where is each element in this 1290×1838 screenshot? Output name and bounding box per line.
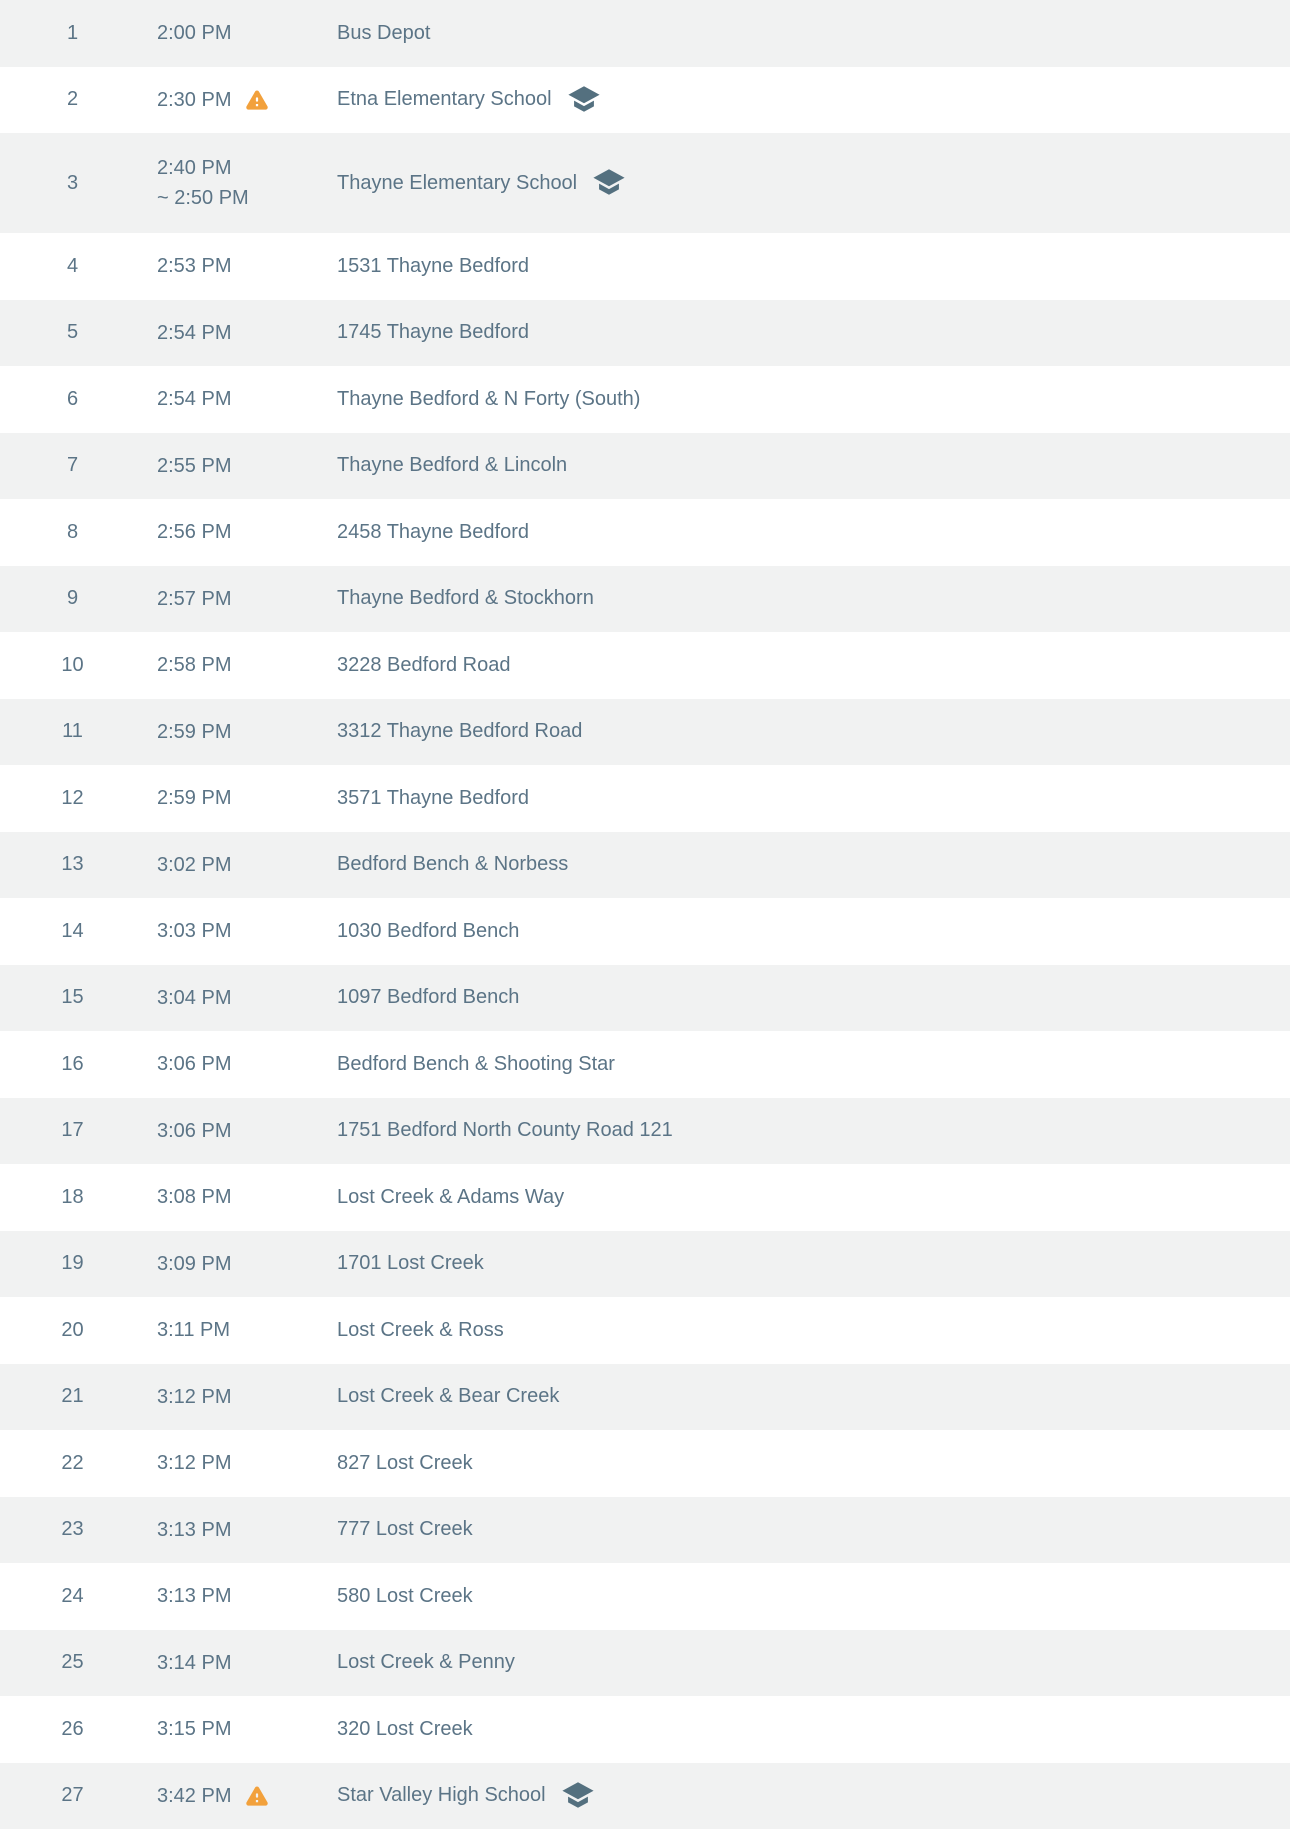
stop-location	[325, 1252, 1290, 1275]
stop-time	[145, 517, 325, 547]
stop-time	[145, 1249, 325, 1279]
stop-location	[325, 1186, 1290, 1209]
stop-time	[145, 650, 325, 680]
stop-row[interactable]	[0, 0, 1290, 67]
stop-location-text: 1097 Bedford Bench	[337, 986, 520, 1009]
stop-time	[145, 1515, 325, 1545]
stop-location	[325, 1585, 1290, 1608]
stop-time-text: 3:04 PM	[157, 986, 232, 1009]
stop-location	[325, 986, 1290, 1009]
stop-time-text: 3:06 PM	[157, 1053, 232, 1076]
warning-icon	[242, 1782, 272, 1809]
stop-number: 8	[66, 520, 79, 543]
school-icon	[590, 165, 628, 199]
stop-location	[325, 1780, 1290, 1812]
stop-location	[325, 1518, 1290, 1541]
stop-location	[325, 1452, 1290, 1475]
stop-location	[325, 1651, 1290, 1674]
stop-location-text: 827 Lost Creek	[337, 1451, 473, 1474]
stop-location	[325, 22, 1290, 45]
stop-time	[145, 584, 325, 614]
warning-icon	[242, 86, 272, 113]
stop-location-text: Thayne Bedford & Stockhorn	[337, 587, 594, 610]
stop-row[interactable]	[0, 1297, 1290, 1364]
stop-location-text: 580 Lost Creek	[337, 1584, 473, 1607]
stop-number: 16	[61, 1052, 84, 1075]
stop-location	[325, 84, 1290, 116]
stop-number: 26	[61, 1717, 84, 1740]
stop-location-text: 777 Lost Creek	[337, 1518, 473, 1541]
stop-number: 22	[61, 1451, 84, 1474]
stop-location	[325, 920, 1290, 943]
stop-time-text: 2:57 PM	[157, 587, 232, 610]
stop-number: 18	[61, 1185, 84, 1208]
stop-row[interactable]	[0, 67, 1290, 134]
stop-time	[145, 318, 325, 348]
stop-number: 6	[66, 387, 79, 410]
stop-time	[145, 1049, 325, 1079]
stop-location-text: Bedford Bench & Norbess	[337, 853, 569, 876]
stop-time-text: 3:02 PM	[157, 853, 232, 876]
stop-row[interactable]	[0, 233, 1290, 300]
stop-time	[145, 1382, 325, 1412]
stop-location	[325, 587, 1290, 610]
stop-time-text: 2:54 PM	[157, 321, 232, 344]
stop-time	[145, 1116, 325, 1146]
stop-location-text: 3228 Bedford Road	[337, 653, 511, 676]
stop-time-text: 2:59 PM	[157, 787, 232, 810]
stop-location-text: 320 Lost Creek	[337, 1717, 473, 1740]
stop-row[interactable]	[0, 1430, 1290, 1497]
stop-location-text: 1701 Lost Creek	[337, 1252, 484, 1275]
stop-number: 3	[66, 171, 79, 194]
stop-row[interactable]	[0, 566, 1290, 633]
stop-location	[325, 1385, 1290, 1408]
stop-number: 11	[62, 720, 83, 743]
stop-location-text: Bus Depot	[337, 21, 431, 44]
stop-row[interactable]	[0, 1364, 1290, 1431]
stop-time	[145, 717, 325, 747]
stop-time-text: 3:09 PM	[157, 1252, 232, 1275]
stop-number: 9	[66, 587, 79, 610]
stop-time	[145, 1448, 325, 1478]
stop-location	[325, 454, 1290, 477]
stop-time-text: 2:54 PM	[157, 388, 232, 411]
stop-time	[145, 983, 325, 1013]
stop-time-text: 2:58 PM	[157, 654, 232, 677]
stop-location-text: 3312 Thayne Bedford Road	[337, 720, 583, 743]
stop-time-text: 3:12 PM	[157, 1452, 232, 1475]
stop-time	[145, 850, 325, 880]
stop-time-text: 3:42 PM	[157, 1784, 232, 1807]
stop-location-text: Lost Creek & Penny	[337, 1651, 515, 1674]
stop-row[interactable]	[0, 1098, 1290, 1165]
stop-number: 7	[66, 454, 79, 477]
stop-location	[325, 787, 1290, 810]
stop-number: 12	[61, 786, 84, 809]
stop-number: 20	[61, 1318, 84, 1341]
stop-time-text: 3:13 PM	[157, 1585, 232, 1608]
stop-row[interactable]	[0, 898, 1290, 965]
stop-row[interactable]	[0, 433, 1290, 500]
stop-time	[145, 1781, 325, 1811]
stop-number: 15	[61, 986, 84, 1009]
stop-location-text: Etna Elementary School	[337, 88, 552, 111]
stop-row[interactable]	[0, 1563, 1290, 1630]
stop-location-text: Thayne Bedford & N Forty (South)	[337, 387, 641, 410]
stop-location-text: 1531 Thayne Bedford	[337, 254, 530, 277]
stop-number: 25	[61, 1651, 84, 1674]
stop-row[interactable]	[0, 965, 1290, 1032]
stop-row[interactable]	[0, 1696, 1290, 1763]
stop-location	[325, 255, 1290, 278]
stop-time-text: 2:55 PM	[157, 454, 232, 477]
stop-location	[325, 1718, 1290, 1741]
stop-number: 19	[61, 1252, 84, 1275]
stop-location	[325, 1319, 1290, 1342]
stop-time-text: 2:40 PM	[157, 157, 232, 179]
stop-number: 2	[66, 88, 79, 111]
stop-row[interactable]	[0, 300, 1290, 367]
stop-location-text: Lost Creek & Bear Creek	[337, 1385, 560, 1408]
stop-location-text: 1751 Bedford North County Road 121	[337, 1119, 673, 1142]
stop-time	[145, 916, 325, 946]
stop-location-text: Lost Creek & Adams Way	[337, 1185, 565, 1208]
stop-time-text: 3:12 PM	[157, 1385, 232, 1408]
stop-time-text: 2:00 PM	[157, 22, 232, 45]
stop-location-text: Lost Creek & Ross	[337, 1318, 504, 1341]
stop-time	[145, 251, 325, 281]
stop-time-text: 3:14 PM	[157, 1651, 232, 1674]
stop-time	[145, 1182, 325, 1212]
stop-time-text: 2:53 PM	[157, 255, 232, 278]
stop-time-range-end: ~ 2:50 PM	[157, 187, 249, 209]
stop-row[interactable]	[0, 1497, 1290, 1564]
stop-time-text: 3:08 PM	[157, 1186, 232, 1209]
stop-location-text: Bedford Bench & Shooting Star	[337, 1052, 615, 1075]
stop-time-text: 3:03 PM	[157, 920, 232, 943]
stop-time-text: 3:13 PM	[157, 1518, 232, 1541]
stop-time-text: 2:59 PM	[157, 720, 232, 743]
stop-time	[145, 451, 325, 481]
stop-time	[145, 1714, 325, 1744]
stop-time-text: 2:56 PM	[157, 521, 232, 544]
stop-time	[145, 384, 325, 414]
stop-number: 14	[61, 919, 84, 942]
stop-number: 21	[61, 1385, 84, 1408]
stop-location-text: Star Valley High School	[337, 1784, 546, 1807]
stop-row[interactable]	[0, 1164, 1290, 1231]
stop-location	[325, 321, 1290, 344]
stop-location	[325, 1119, 1290, 1142]
stop-number: 24	[61, 1584, 84, 1607]
stop-time	[145, 783, 325, 813]
stop-location-text: 2458 Thayne Bedford	[337, 520, 530, 543]
stop-time-text: 3:11 PM	[157, 1319, 230, 1342]
stop-location-text: Thayne Bedford & Lincoln	[337, 454, 568, 477]
stop-time-text: 3:15 PM	[157, 1718, 232, 1741]
stop-row[interactable]	[0, 1630, 1290, 1697]
stop-row[interactable]	[0, 1031, 1290, 1098]
stop-number: 23	[61, 1518, 84, 1541]
stop-number: 4	[66, 254, 79, 277]
stop-row[interactable]	[0, 499, 1290, 566]
stop-row[interactable]	[0, 1231, 1290, 1298]
stop-number: 5	[66, 321, 79, 344]
stop-location	[325, 167, 1290, 199]
stop-number: 1	[66, 21, 79, 44]
stop-number: 13	[61, 853, 84, 876]
stop-number: 10	[61, 653, 84, 676]
stop-number: 27	[61, 1784, 84, 1807]
stop-time	[145, 1315, 325, 1345]
school-icon	[565, 82, 603, 116]
stop-time-text: 3:06 PM	[157, 1119, 232, 1142]
stop-location	[325, 654, 1290, 677]
stop-time	[145, 85, 325, 115]
stop-row[interactable]	[0, 366, 1290, 433]
stop-time	[145, 153, 325, 213]
stop-row[interactable]	[0, 765, 1290, 832]
stop-location	[325, 720, 1290, 743]
stop-row[interactable]	[0, 632, 1290, 699]
stop-row[interactable]	[0, 699, 1290, 766]
stop-location-text: 1030 Bedford Bench	[337, 919, 520, 942]
stop-location-text: Thayne Elementary School	[337, 171, 578, 194]
stop-time	[145, 18, 325, 48]
stop-time-text: 2:30 PM	[157, 88, 232, 111]
stop-location	[325, 853, 1290, 876]
stop-location-text: 1745 Thayne Bedford	[337, 321, 530, 344]
stop-location	[325, 521, 1290, 544]
stop-number: 17	[61, 1119, 84, 1142]
stop-time	[145, 1648, 325, 1678]
stop-location-text: 3571 Thayne Bedford	[337, 786, 530, 809]
stop-row[interactable]	[0, 1763, 1290, 1830]
stop-row[interactable]	[0, 832, 1290, 899]
stop-location	[325, 388, 1290, 411]
stop-time	[145, 1581, 325, 1611]
stop-location	[325, 1053, 1290, 1076]
stop-row[interactable]	[0, 133, 1290, 233]
school-icon	[559, 1778, 597, 1812]
